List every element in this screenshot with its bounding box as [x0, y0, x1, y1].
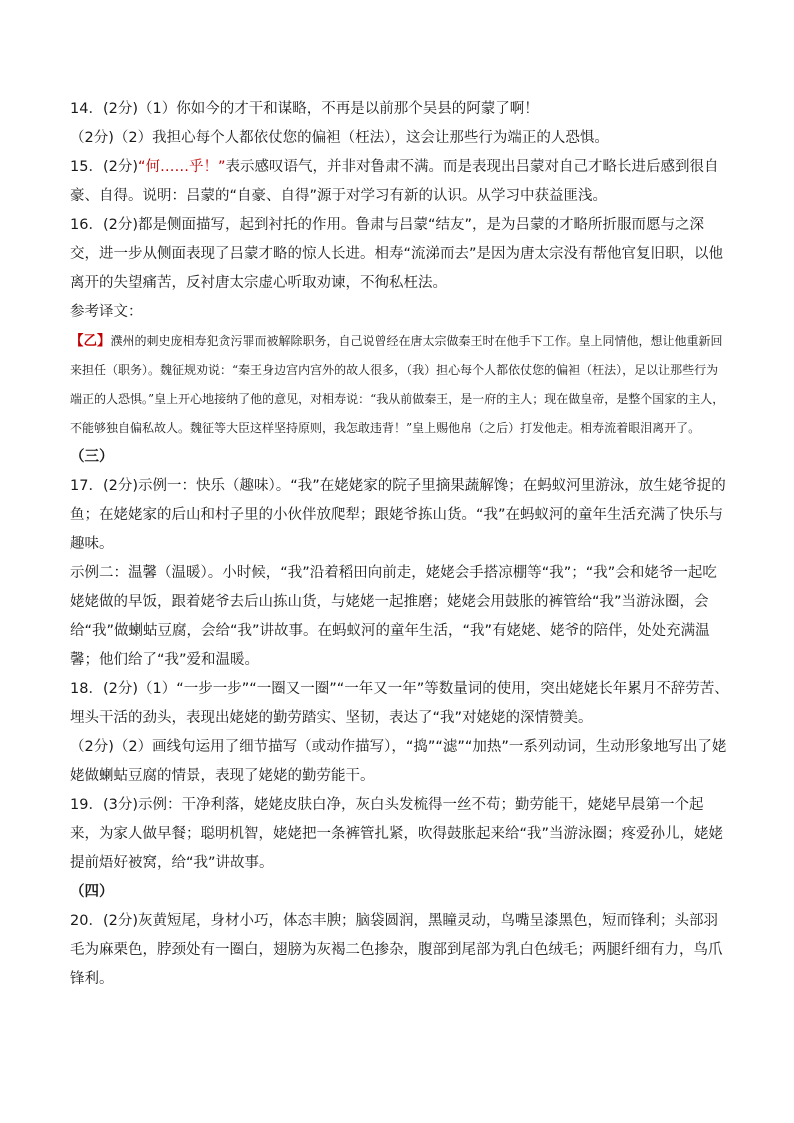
answer-17-example2: 示例二：温馨（温暖）。小时候，“我”沿着稻田向前走，姥姥会手搭凉棚等“我”；“我”会和姥爷一起吃姥姥做的早饭，跟着姥爷去后山拣山货，与姥姥一起推磨；姥姥会用鼓胀的裤管给“我”当游泳圈，会给“我”做蝲蛄豆腐，会给“我”讲故事。在蚂蚁河的童年生活，“我”有姥姥、姥爷的陪伴，处处充满温馨；他们给了“我”爱和温暖。 — [70, 565, 717, 668]
section-three-heading: （三） — [70, 449, 114, 465]
answer-14-part2: （2分)（2）我担心每个人都依仗您的偏袒（枉法），这会让那些行为端正的人恐惧。 — [70, 130, 609, 146]
answer-sheet-page — [70, 95, 730, 994]
answer-19 — [70, 791, 730, 878]
answer-16 — [70, 211, 730, 298]
answer-16-text: 16．(2分)都是侧面描写，起到衬托的作用。鲁肃与吕蒙“结友”，是为吕蒙的才略所折服而愿与之深交，进一步从侧面表现了吕蒙才略的惊人长进。相寿“流涕而去”是因为唐太宗没有帮他官复旧职，以他离开的失望痛苦，反衬唐太宗虚心听取劝谏，不徇私枉法。 — [70, 217, 724, 291]
answer-14-part1: 14．(2分)（1）你如今的才干和谋略，不再是以前那个吴县的阿蒙了啊！ — [70, 101, 539, 117]
translation-tag: 【乙】 — [70, 333, 111, 349]
answer-15-text — [70, 153, 730, 211]
reference-translation-label: 参考译文： — [70, 304, 143, 320]
answer-17 — [70, 472, 730, 675]
answer-18 — [70, 675, 730, 791]
answer-15-quote: “何……乎！” — [138, 159, 226, 175]
answer-20 — [70, 907, 730, 994]
translation-text — [70, 327, 730, 443]
translation-body: 濮州的刺史庞相寿犯贪污罪而被解除职务，自己说曾经在唐太宗做秦王时在他手下工作。皇上同情他，想让他重新回来担任（职务）。魏征规劝说：“秦王身边宫内宫外的故人很多，（我）担心每个人都依仗您的偏袒（枉法），足以让那些行为端正的人恐惧。”皇上开心地接纳了他的意见，对相寿说：“我从前做秦王，是一府的主人；现在做皇帝，是整个国家的主人，不能够独自偏私故人。魏征等大臣这样坚持原则，我怎敢违背！”皇上赐他帛（之后）打发他走。相寿流着眼泪离开了。 — [70, 334, 725, 435]
answer-15 — [70, 153, 730, 211]
answer-17-example1: 17．(2分)示例一：快乐（趣味）。“我”在姥姥家的院子里摘果蔬解馋；在蚂蚁河里游泳，放生姥爷捉的鱼；在姥姥家的后山和村子里的小伙伴放爬犁；跟姥爷拣山货。“我”在蚂蚁河的童年生活充满了快乐与趣味。 — [70, 478, 726, 552]
answer-20-text: 20．(2分)灰黄短尾，身材小巧，体态丰腴；脑袋圆润，黑瞳灵动，鸟嘴呈漆黑色，短而锋利；头部羽毛为麻栗色，脖颈处有一圈白，翅膀为灰褐二色掺杂，腹部到尾部为乳白色绒毛；两腿纤细有力，鸟爪锋利。 — [70, 913, 723, 987]
answer-15-prefix: 15．(2分) — [70, 159, 138, 175]
answer-15-rest: 表示感叹语气，并非对鲁肃不满。而是表现出吕蒙对自己才略长进后感到很自豪、自得。说明：吕蒙的“自豪、自得”源于对学习有新的认识。从学习中获益匪浅。 — [70, 159, 719, 204]
section-four-heading: （四） — [70, 884, 114, 900]
answer-14 — [70, 95, 730, 153]
answer-19-text: 19．(3分)示例：干净利落，姥姥皮肤白净，灰白头发梳得一丝不苟；勤劳能干，姥姥早晨第一个起来，为家人做早餐；聪明机智，姥姥把一条裤管扎紧，吹得鼓胀起来给“我”当游泳圈；疼爱孙儿，姥姥提前焐好被窝，给“我”讲故事。 — [70, 797, 724, 871]
answer-18-part2: （2分)（2）画线句运用了细节描写（或动作描写），“捣”“滤”“加热”一系列动词，生动形象地写出了姥姥做蝲蛄豆腐的情景，表现了姥姥的勤劳能干。 — [70, 739, 727, 784]
answer-18-part1: 18．(2分)（1）“一步一步”“一圈又一圈”“一年又一年”等数量词的使用，突出姥姥长年累月不辞劳苦、埋头干活的劲头，表现出姥姥的勤劳踏实、坚韧，表达了“我”对姥姥的深情赞美。 — [70, 681, 729, 726]
reference-translation — [70, 327, 730, 443]
